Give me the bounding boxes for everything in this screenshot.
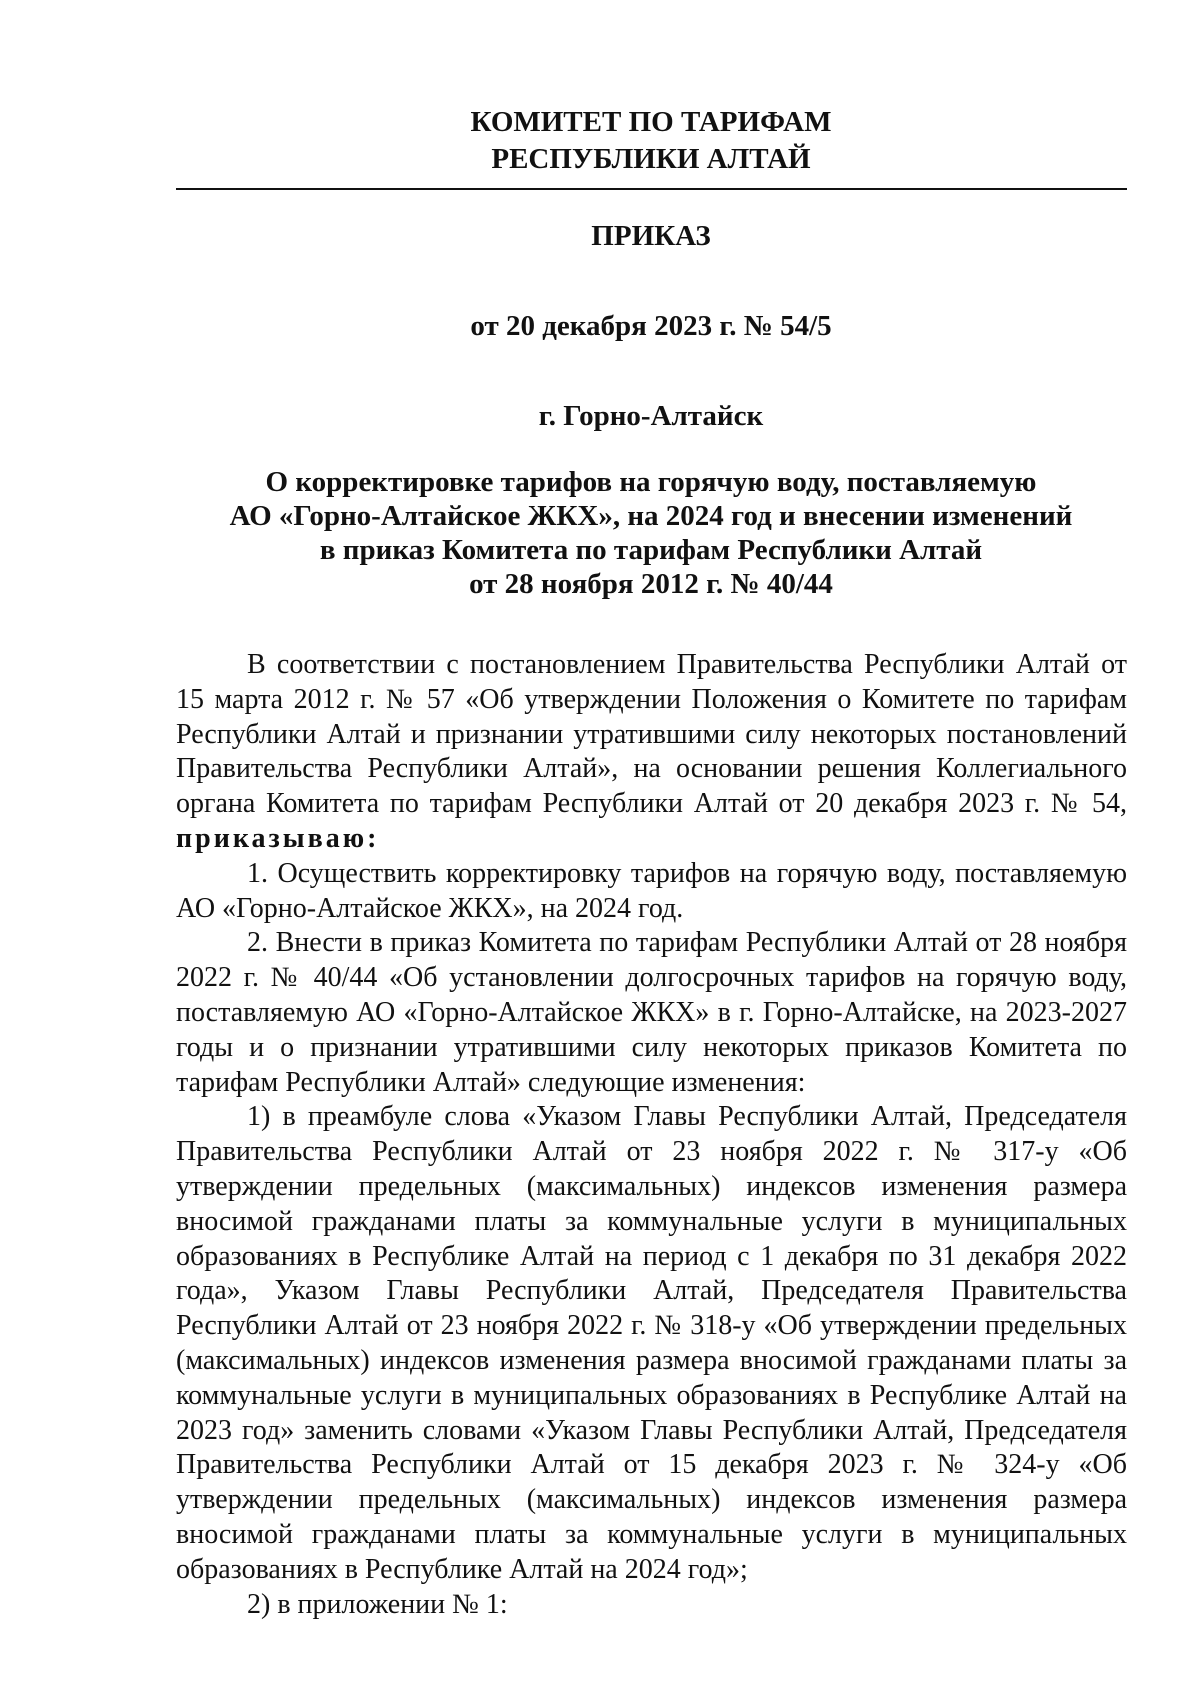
preamble-text: В соответствии с постановлением Правительства Республики Алтай от 15 марта 2012 г. № 57 «Об утверждении Положения о Комитете по тарифам Республики Алтай и признании утратившими силу некоторых постановлений Правительства Республики Алтай», на основании решения Коллегиального органа Комитета по тарифам Республики Алтай от 20 декабря 2023 г. № 54, <box>176 649 1127 820</box>
subject-line: О корректировке тарифов на горячую воду, поставляемую <box>265 466 1037 498</box>
issuer-name-line-2: РЕСПУБЛИКИ АЛТАЙ <box>491 143 811 175</box>
document-type: ПРИКАЗ <box>591 220 711 252</box>
header-divider <box>176 188 1127 190</box>
subject-line: в приказ Комитета по тарифам Республики Алтай <box>319 534 983 566</box>
document-subject <box>176 465 1126 601</box>
issuer-name-line-1: КОМИТЕТ ПО ТАРИФАМ <box>470 106 832 138</box>
issuer-header <box>176 104 1126 178</box>
body-paragraph: 1) в преамбуле слова «Указом Главы Республики Алтай, Председателя Правительства Республики Алтай от 23 ноября 2022 г. № 317-у «Об утверждении предельных (максимальных) индексов изменения размера вносимой гражданами платы за коммунальные услуги в муниципальных образованиях в Республике Алтай на период с 1 декабря по 31 декабря 2022 года», Указом Главы Республики Алтай, Председателя Правительства Республики Алтай от 23 ноября 2022 г. № 318-у «Об утверждении предельных (максимальных) индексов изменения размера вносимой гражданами платы за коммунальные услуги в муниципальных образованиях в Республике Алтай на 2023 год» заменить словами «Указом Главы Республики Алтай, Председателя Правительства Республики Алтай от 15 декабря 2023 г. № 324-у «Об утверждении предельных (максимальных) индексов изменения размера вносимой гражданами платы за коммунальные услуги в муниципальных образованиях в Республике Алтай на 2024 год»; <box>176 1101 1127 1585</box>
order-word: приказываю: <box>176 822 380 854</box>
document-body <box>176 648 1127 1622</box>
body-paragraph: 1. Осуществить корректировку тарифов на горячую воду, поставляемую АО «Горно-Алтайское ЖКХ», на 2024 год. <box>176 857 1127 924</box>
preamble-paragraph <box>176 648 1127 857</box>
body-paragraph: 2) в приложении № 1: <box>247 1588 508 1620</box>
subject-line: от 28 ноября 2012 г. № 40/44 <box>469 568 833 600</box>
document-city: г. Горно-Алтайск <box>538 400 764 432</box>
body-paragraph: 2. Внести в приказ Комитета по тарифам Республики Алтай от 28 ноября 2022 г. № 40/44 «Об установлении долгосрочных тарифов на горячую воду, поставляемую АО «Горно-Алтайское ЖКХ» в г. Горно-Алтайске, на 2023-2027 годы и о признании утратившими силу некоторых приказов Комитета по тарифам Республики Алтай» следующие изменения: <box>176 927 1127 1098</box>
document-date-number: от 20 декабря 2023 г. № 54/5 <box>470 310 832 342</box>
subject-line: АО «Горно-Алтайское ЖКХ», на 2024 год и внесении изменений <box>229 500 1073 532</box>
